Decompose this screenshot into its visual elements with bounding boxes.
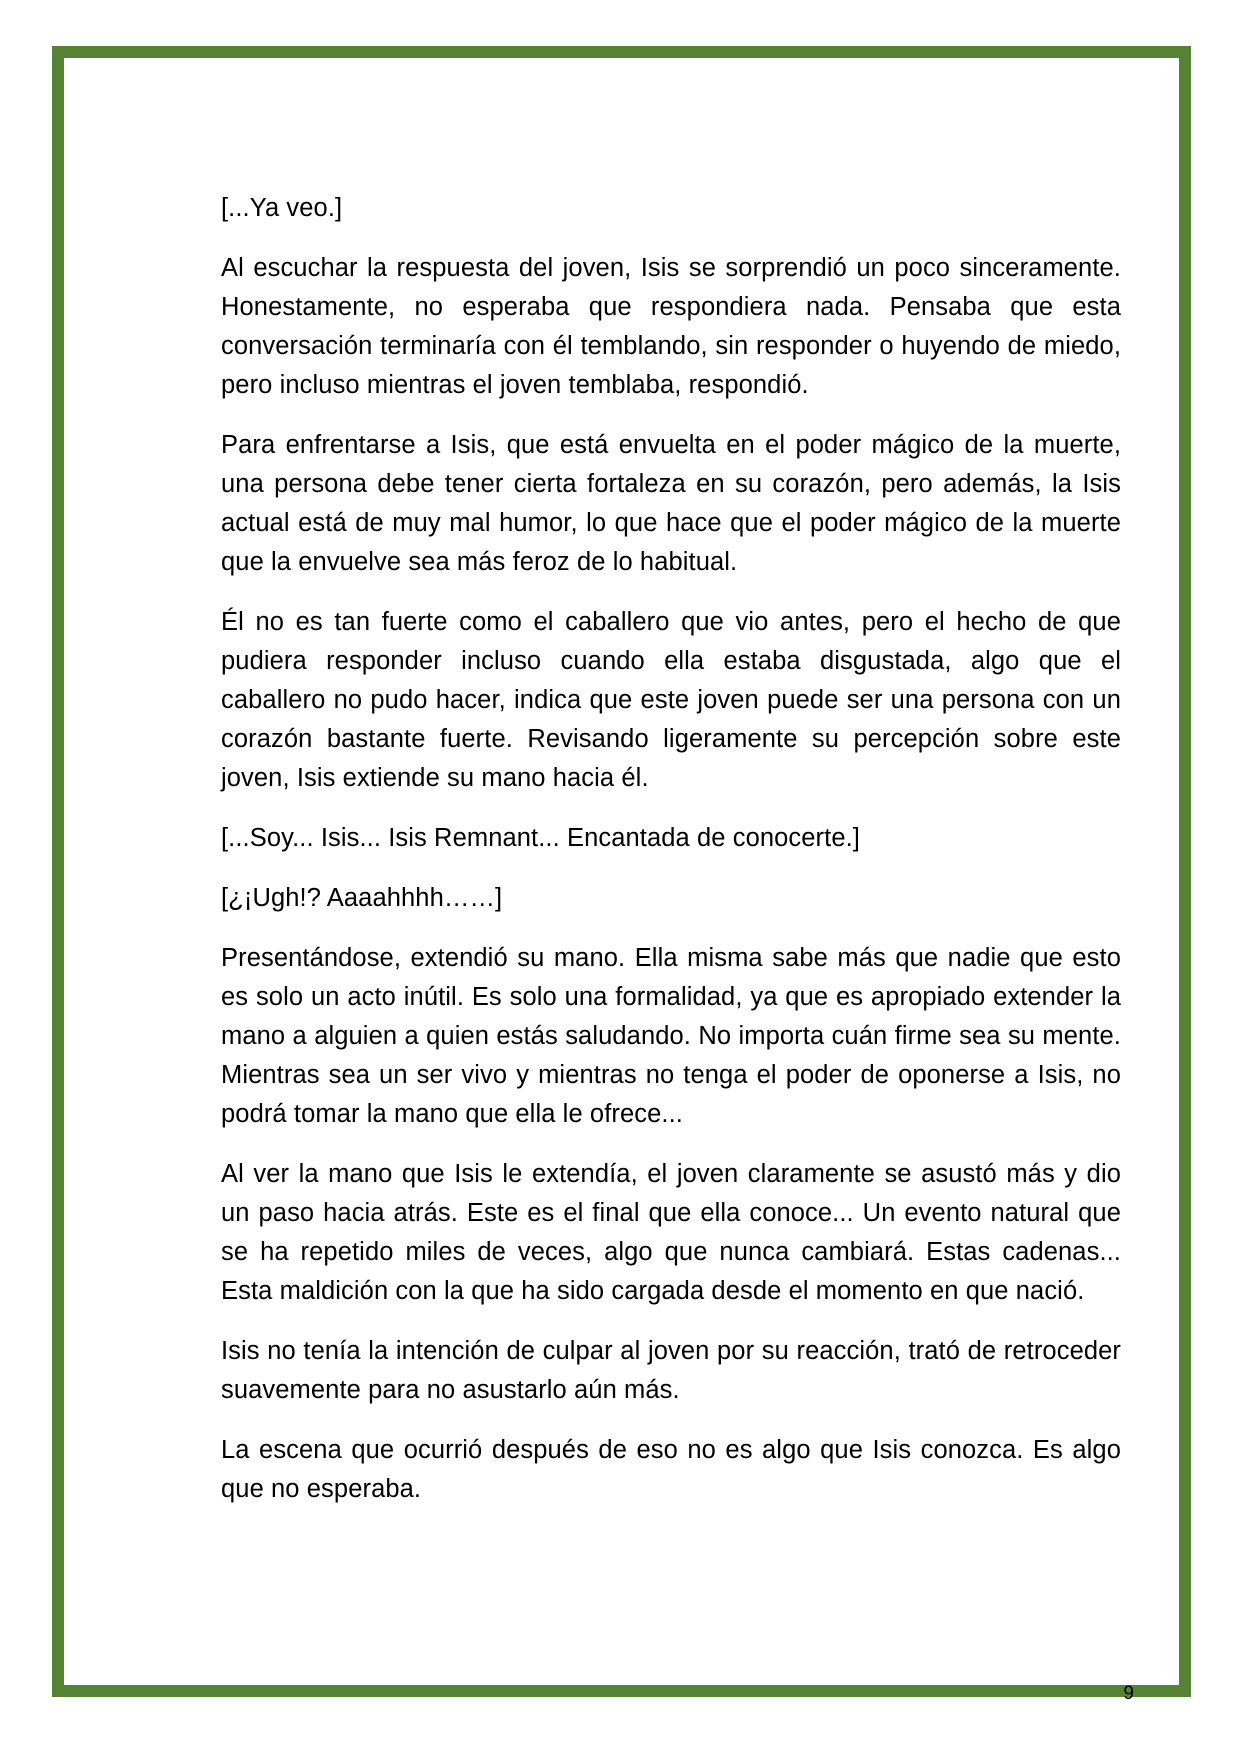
paragraph-al-ver-la-mano: Al ver la mano que Isis le extendía, el joven claramente se asustó más y dio un paso hacia atrás. Este es el final que ella conoce... Un evento natural que se ha repetido miles de veces, algo que nunca cambiará. Estas cadenas... Esta maldición con la que ha sido cargada desde el momento en que nació. [221,1160,1121,1305]
document-text-column [221,189,1121,1509]
paragraph-la-escena: La escena que ocurrió después de eso no es algo que Isis conozca. Es algo que no esperaba. [221,1436,1121,1503]
paragraph-el-no-es-tan-fuerte: Él no es tan fuerte como el caballero que vio antes, pero el hecho de que pudiera responder incluso cuando ella estaba disgustada, algo que el caballero no pudo hacer, indica que este joven puede ser una persona con un corazón bastante fuerte. Revisando ligeramente su percepción sobre este joven, Isis extiende su mano hacia él. [221,608,1121,792]
paragraph-presentandose: Presentándose, extendió su mano. Ella misma sabe más que nadie que esto es solo un acto inútil. Es solo una formalidad, ya que es apropiado extender la mano a alguien a quien estás saludando. No importa cuán firme sea su mente. Mientras sea un ser vivo y mientras no tenga el poder de oponerse a Isis, no podrá tomar la mano que ella le ofrece... [221,944,1121,1128]
paragraph-para-enfrentarse: Para enfrentarse a Isis, que está envuelta en el poder mágico de la muerte, una persona debe tener cierta fortaleza en su corazón, pero además, la Isis actual está de muy mal humor, lo que hace que el poder mágico de la muerte que la envuelve sea más feroz de lo habitual. [221,431,1121,576]
page-border-frame [52,46,1191,1704]
paragraph-al-escuchar: Al escuchar la respuesta del joven, Isis se sorprendió un poco sinceramente. Honestamente, no esperaba que respondiera nada. Pensaba que esta conversación terminaría con él temblando, sin responder o huyendo de miedo, pero incluso mientras el joven temblaba, respondió. [221,254,1121,399]
paragraph-bracket-ugh: [¿¡Ugh!? Aaaahhhh……] [221,884,503,912]
paragraph-bracket-ya-veo: [...Ya veo.] [221,194,343,222]
paragraph-isis-no-tenia: Isis no tenía la intención de culpar al joven por su reacción, trató de retroceder suavemente para no asustarlo aún más. [221,1337,1121,1404]
paragraph-bracket-soy-isis: [...Soy... Isis... Isis Remnant... Encantada de conocerte.] [221,824,860,852]
page-number: 9 [1123,1683,1134,1704]
